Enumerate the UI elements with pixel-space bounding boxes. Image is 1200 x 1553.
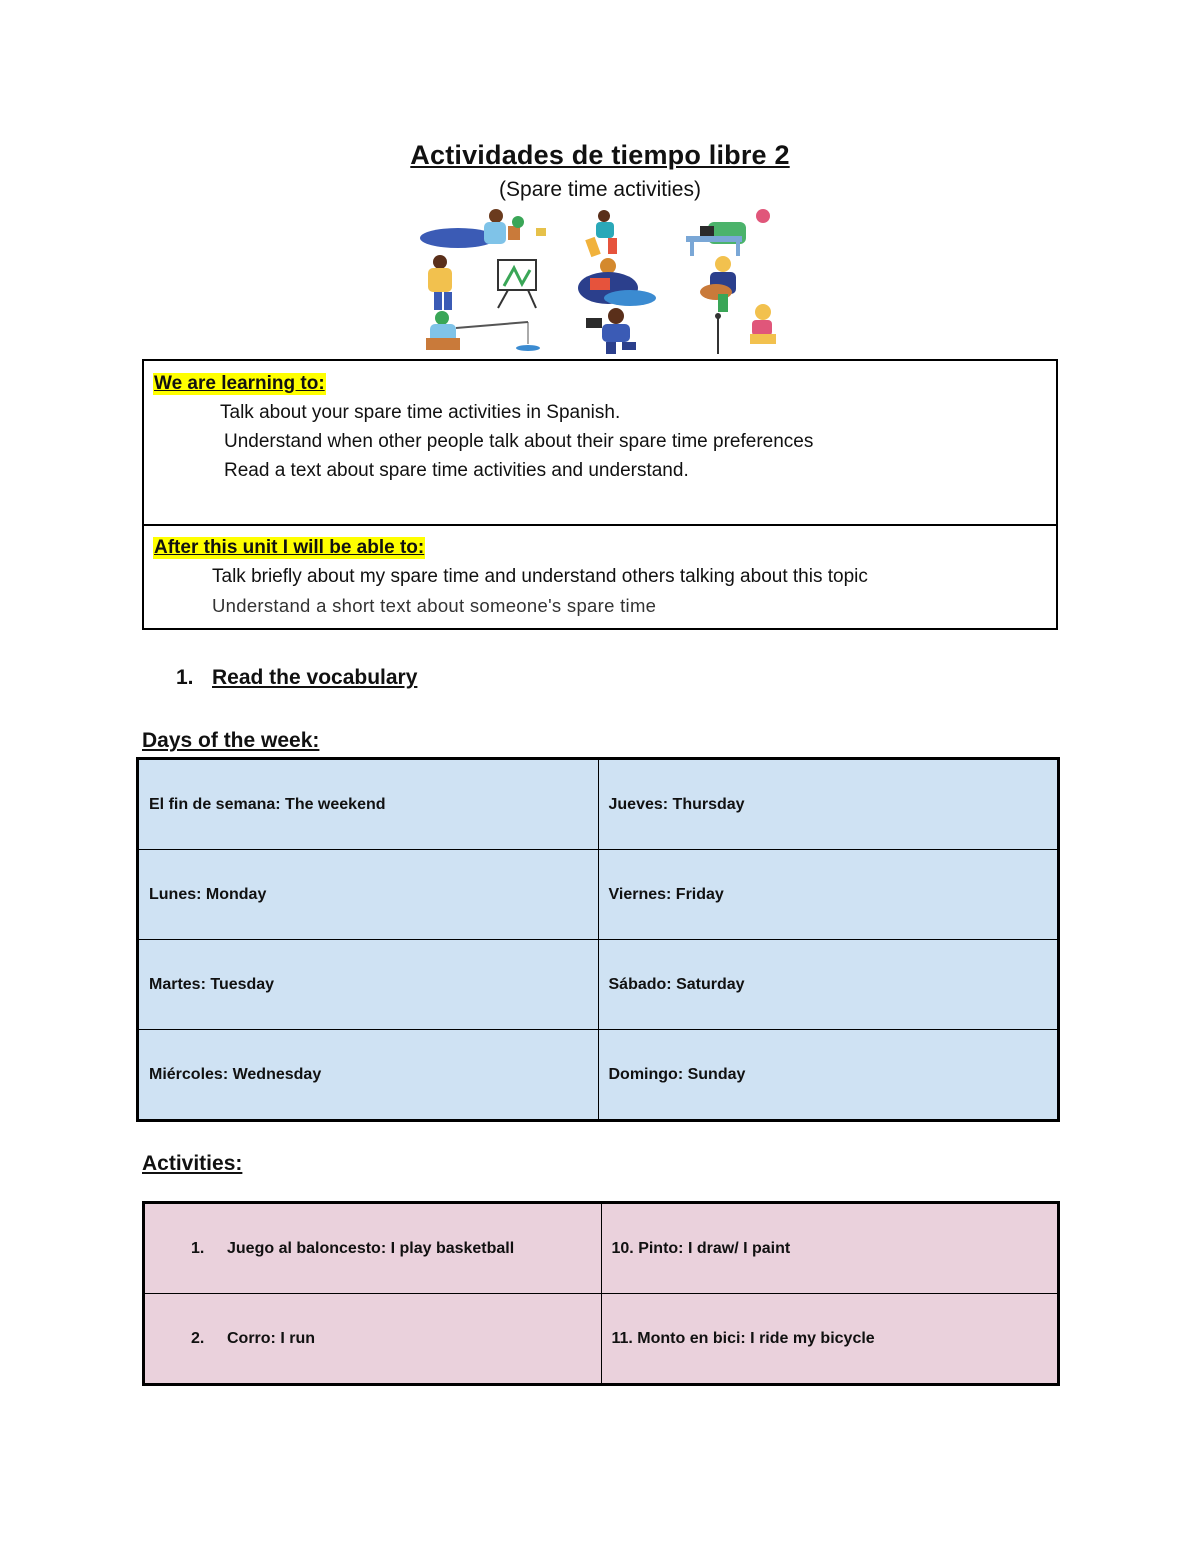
learning-heading: We are learning to:: [154, 373, 325, 394]
table-cell: Lunes: Monday: [138, 850, 599, 940]
table-row: [138, 1030, 1059, 1121]
table-row: [138, 850, 1059, 940]
sewing-figure-icon: [686, 209, 770, 256]
learning-item: Understand when other people talk about their spare time preferences: [224, 431, 814, 452]
learning-item: Read a text about spare time activities and understand.: [224, 460, 689, 481]
table-cell: Sábado: Saturday: [598, 940, 1059, 1030]
days-heading: Days of the week:: [142, 729, 320, 752]
table-cell: [144, 1203, 602, 1294]
activities-table: [142, 1201, 1060, 1386]
dancing-figure-icon: [585, 210, 617, 257]
table-row: [138, 940, 1059, 1030]
reading-figure-icon: [578, 258, 656, 306]
table-cell: El fin de semana: The weekend: [138, 759, 599, 850]
section-number: 1.: [176, 666, 194, 689]
table-cell: 10. Pinto: I draw/ I paint: [601, 1203, 1059, 1294]
document-title: Actividades de tiempo libre 2: [410, 140, 790, 170]
table-cell: Viernes: Friday: [598, 850, 1059, 940]
learning-section: [144, 361, 1056, 526]
outcome-item: Talk briefly about my spare time and understand others talking about this topic: [212, 566, 868, 587]
outcomes-section: [144, 525, 1056, 630]
outcome-item: Understand a short text about someone's spare time: [212, 595, 657, 616]
table-cell: Domingo: Sunday: [598, 1030, 1059, 1121]
painting-figure-icon: [428, 255, 536, 310]
table-cell: Jueves: Thursday: [598, 759, 1059, 850]
learning-item: Talk about your spare time activities in Spanish.: [220, 402, 621, 423]
fishing-figure-icon: [426, 311, 540, 351]
days-of-week-table: [136, 757, 1060, 1122]
table-cell: [144, 1294, 602, 1385]
section-read-vocabulary: [176, 666, 417, 690]
learning-objectives-box: [142, 359, 1058, 630]
item-number: 2.: [191, 1329, 205, 1347]
document-subtitle: (Spare time activities): [499, 178, 701, 201]
table-cell: Miércoles: Wednesday: [138, 1030, 599, 1121]
table-row: [144, 1203, 1059, 1294]
spare-time-activities-illustration: [418, 208, 788, 356]
item-text: Juego al baloncesto: I play basketball: [227, 1239, 515, 1257]
outcomes-heading: After this unit I will be able to:: [154, 537, 425, 558]
guitar-figure-icon: [700, 256, 736, 312]
table-row: [138, 759, 1059, 850]
photography-figure-icon: [586, 308, 636, 354]
table-cell: Martes: Tuesday: [138, 940, 599, 1030]
table-row: [144, 1294, 1059, 1385]
table-cell: 11. Monto en bici: I ride my bicycle: [601, 1294, 1059, 1385]
activities-heading: Activities:: [142, 1152, 243, 1175]
gardening-figure-icon: [420, 209, 546, 248]
item-text: Corro: I run: [227, 1329, 315, 1347]
item-number: 1.: [191, 1239, 205, 1257]
section-title-text: Read the vocabulary: [212, 666, 418, 689]
